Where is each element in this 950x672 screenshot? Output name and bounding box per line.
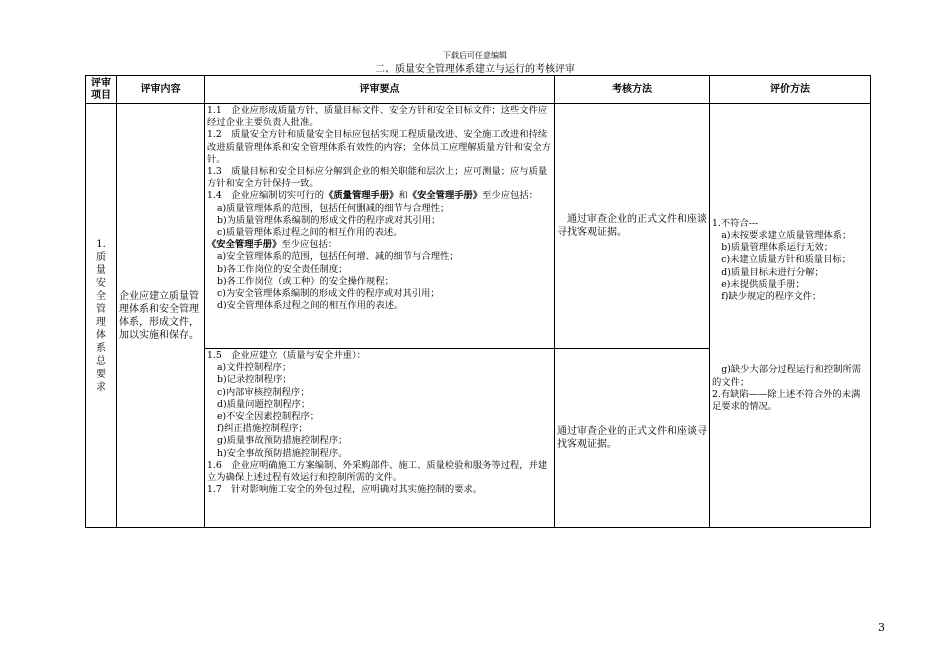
quality-manual-item: b)为质量管理体系编制的形成文件的程序或对其引用； — [217, 214, 441, 226]
col-header-content: 评审内容 — [117, 76, 205, 104]
eval-line: a)未按要求建立质量管理体系； — [712, 230, 852, 242]
review-content-cell — [117, 104, 205, 528]
eval-line: 2.有缺陷——除上述不符合外的未满足要求的情况。 — [712, 388, 861, 412]
review-content-text: 企业应建立质量管理体系和安全管理体系，形成文件，加以实施和保存。 — [119, 290, 199, 341]
eval-line: b)质量管理体系运行无效； — [712, 242, 834, 254]
point-1-5: 1.5 企业应建立（质量与安全并重）： — [207, 350, 366, 361]
procedure-item: c)内部审核控制程序； — [217, 386, 310, 398]
safety-manual-ref: 《安全管理手册》 — [407, 190, 483, 202]
point-1-6: 1.6 企业应明确施工方案编制、外采购部件、施工、质量检验和服务等过程，并建立为确保上述过程有效运行和控制所需的文件。 — [207, 459, 548, 484]
safety-manual-title: 《安全管理手册》 — [207, 239, 282, 251]
table-header-row — [86, 76, 871, 104]
safety-manual-item: b)各工作岗位的安全责任制度； — [217, 263, 348, 275]
eval-line: e)未提供质量手册； — [712, 278, 805, 290]
method-text-b: 通过审查企业的正式文件和座谈寻找客观证据。 — [557, 426, 707, 450]
col-header-method: 考核方法 — [555, 76, 710, 104]
procedure-item: f)纠正措施控制程序； — [217, 423, 308, 435]
page-title: 二、质量安全管理体系建立与运行的考核评审 — [375, 64, 575, 75]
procedure-item: b)记录控制程序； — [217, 374, 292, 386]
col-header-evaluation: 评价方法 — [710, 76, 871, 104]
eval-line: 1.不符合--- — [712, 217, 759, 229]
col-header-points: 评审要点 — [205, 76, 555, 104]
procedure-item: g)质量事故预防措施控制程序； — [217, 435, 348, 447]
quality-manual-item: a)质量管理体系的范围，包括任何删减的细节与合理性； — [217, 202, 450, 214]
eval-gap — [712, 303, 868, 364]
eval-line: g)缺少大部分过程运行和控制所需的文件； — [712, 364, 862, 388]
evaluation-cell — [710, 104, 871, 528]
point-1-7: 1.7 针对影响施工安全的外包过程，应明确对其实施控制的要求。 — [207, 484, 483, 496]
page-number: 3 — [878, 621, 885, 634]
eval-line: c)未建立质量方针和质量目标； — [712, 254, 851, 266]
procedure-item: e)不安全因素控制程序； — [217, 411, 320, 423]
header-note: 下载后可任意编辑 — [443, 51, 507, 60]
safety-manual-item: d)安全管理体系过程之间的相互作用的表述。 — [217, 300, 404, 312]
procedure-item: h)安全事故预防措施控制程序。 — [217, 447, 348, 459]
method-cell-a — [555, 104, 710, 349]
col-header-item: 评审 项目 — [86, 76, 117, 104]
point-1-1: 1.1 企业应形成质量方针、质量目标文件、安全方针和安全目标文件；这些文件应经过企业主要负责人批准。 — [207, 105, 548, 129]
quality-manual-item: c)质量管理体系过程之间的相互作用的表述。 — [217, 227, 403, 239]
method-text-a: 通过审查企业的正式文件和座谈寻找客观证据。 — [557, 214, 707, 238]
point-1-4 — [207, 190, 552, 202]
point-1-2: 1.2 质量安全方针和质量安全目标应包括实现工程质量改进、安全施工改进和持续改进质量管理体系和安全管理体系有效性的内容；全体员工应理解质量方针和安全方针。 — [207, 129, 551, 165]
point-1-3: 1.3 质量目标和安全目标应分解到企业的相关职能和层次上；应可测量；应与质量方针和安全方针保持一致。 — [207, 166, 548, 190]
procedure-item: a)文件控制程序； — [217, 362, 292, 374]
safety-manual-item: c)为安全管理体系编制的形成文件的程序或对其引用； — [217, 288, 440, 300]
point-1-4-mid: 和 — [398, 190, 408, 202]
safety-manual-item: a)安全管理体系的范围，包括任何增、减的细节与合理性； — [217, 251, 459, 263]
safety-manual-heading — [207, 239, 552, 251]
eval-line: f)缺少规定的程序文件； — [712, 291, 822, 303]
review-item-text: 1. 质 量 安 全 管 理 体 系 总 要 求 — [96, 238, 106, 393]
method-cell-b — [555, 349, 710, 528]
review-table — [85, 75, 871, 528]
review-points-cell-b — [205, 349, 555, 528]
safety-manual-item: b)各工作岗位（或工种）的安全操作规程； — [217, 275, 394, 287]
review-points-cell-a — [205, 104, 555, 349]
point-1-4-suffix: 至少应包括： — [482, 190, 538, 202]
procedure-item: d)质量问题控制程序； — [217, 398, 311, 410]
quality-manual-ref: 《质量管理手册》 — [324, 190, 399, 202]
point-1-4-prefix: 1.4 企业应编制切实可行的 — [207, 190, 325, 202]
eval-line: d)质量目标未进行分解； — [712, 266, 824, 278]
table-row — [86, 104, 871, 349]
safety-manual-suffix: 至少应包括： — [281, 239, 338, 251]
review-item-cell — [86, 104, 117, 528]
